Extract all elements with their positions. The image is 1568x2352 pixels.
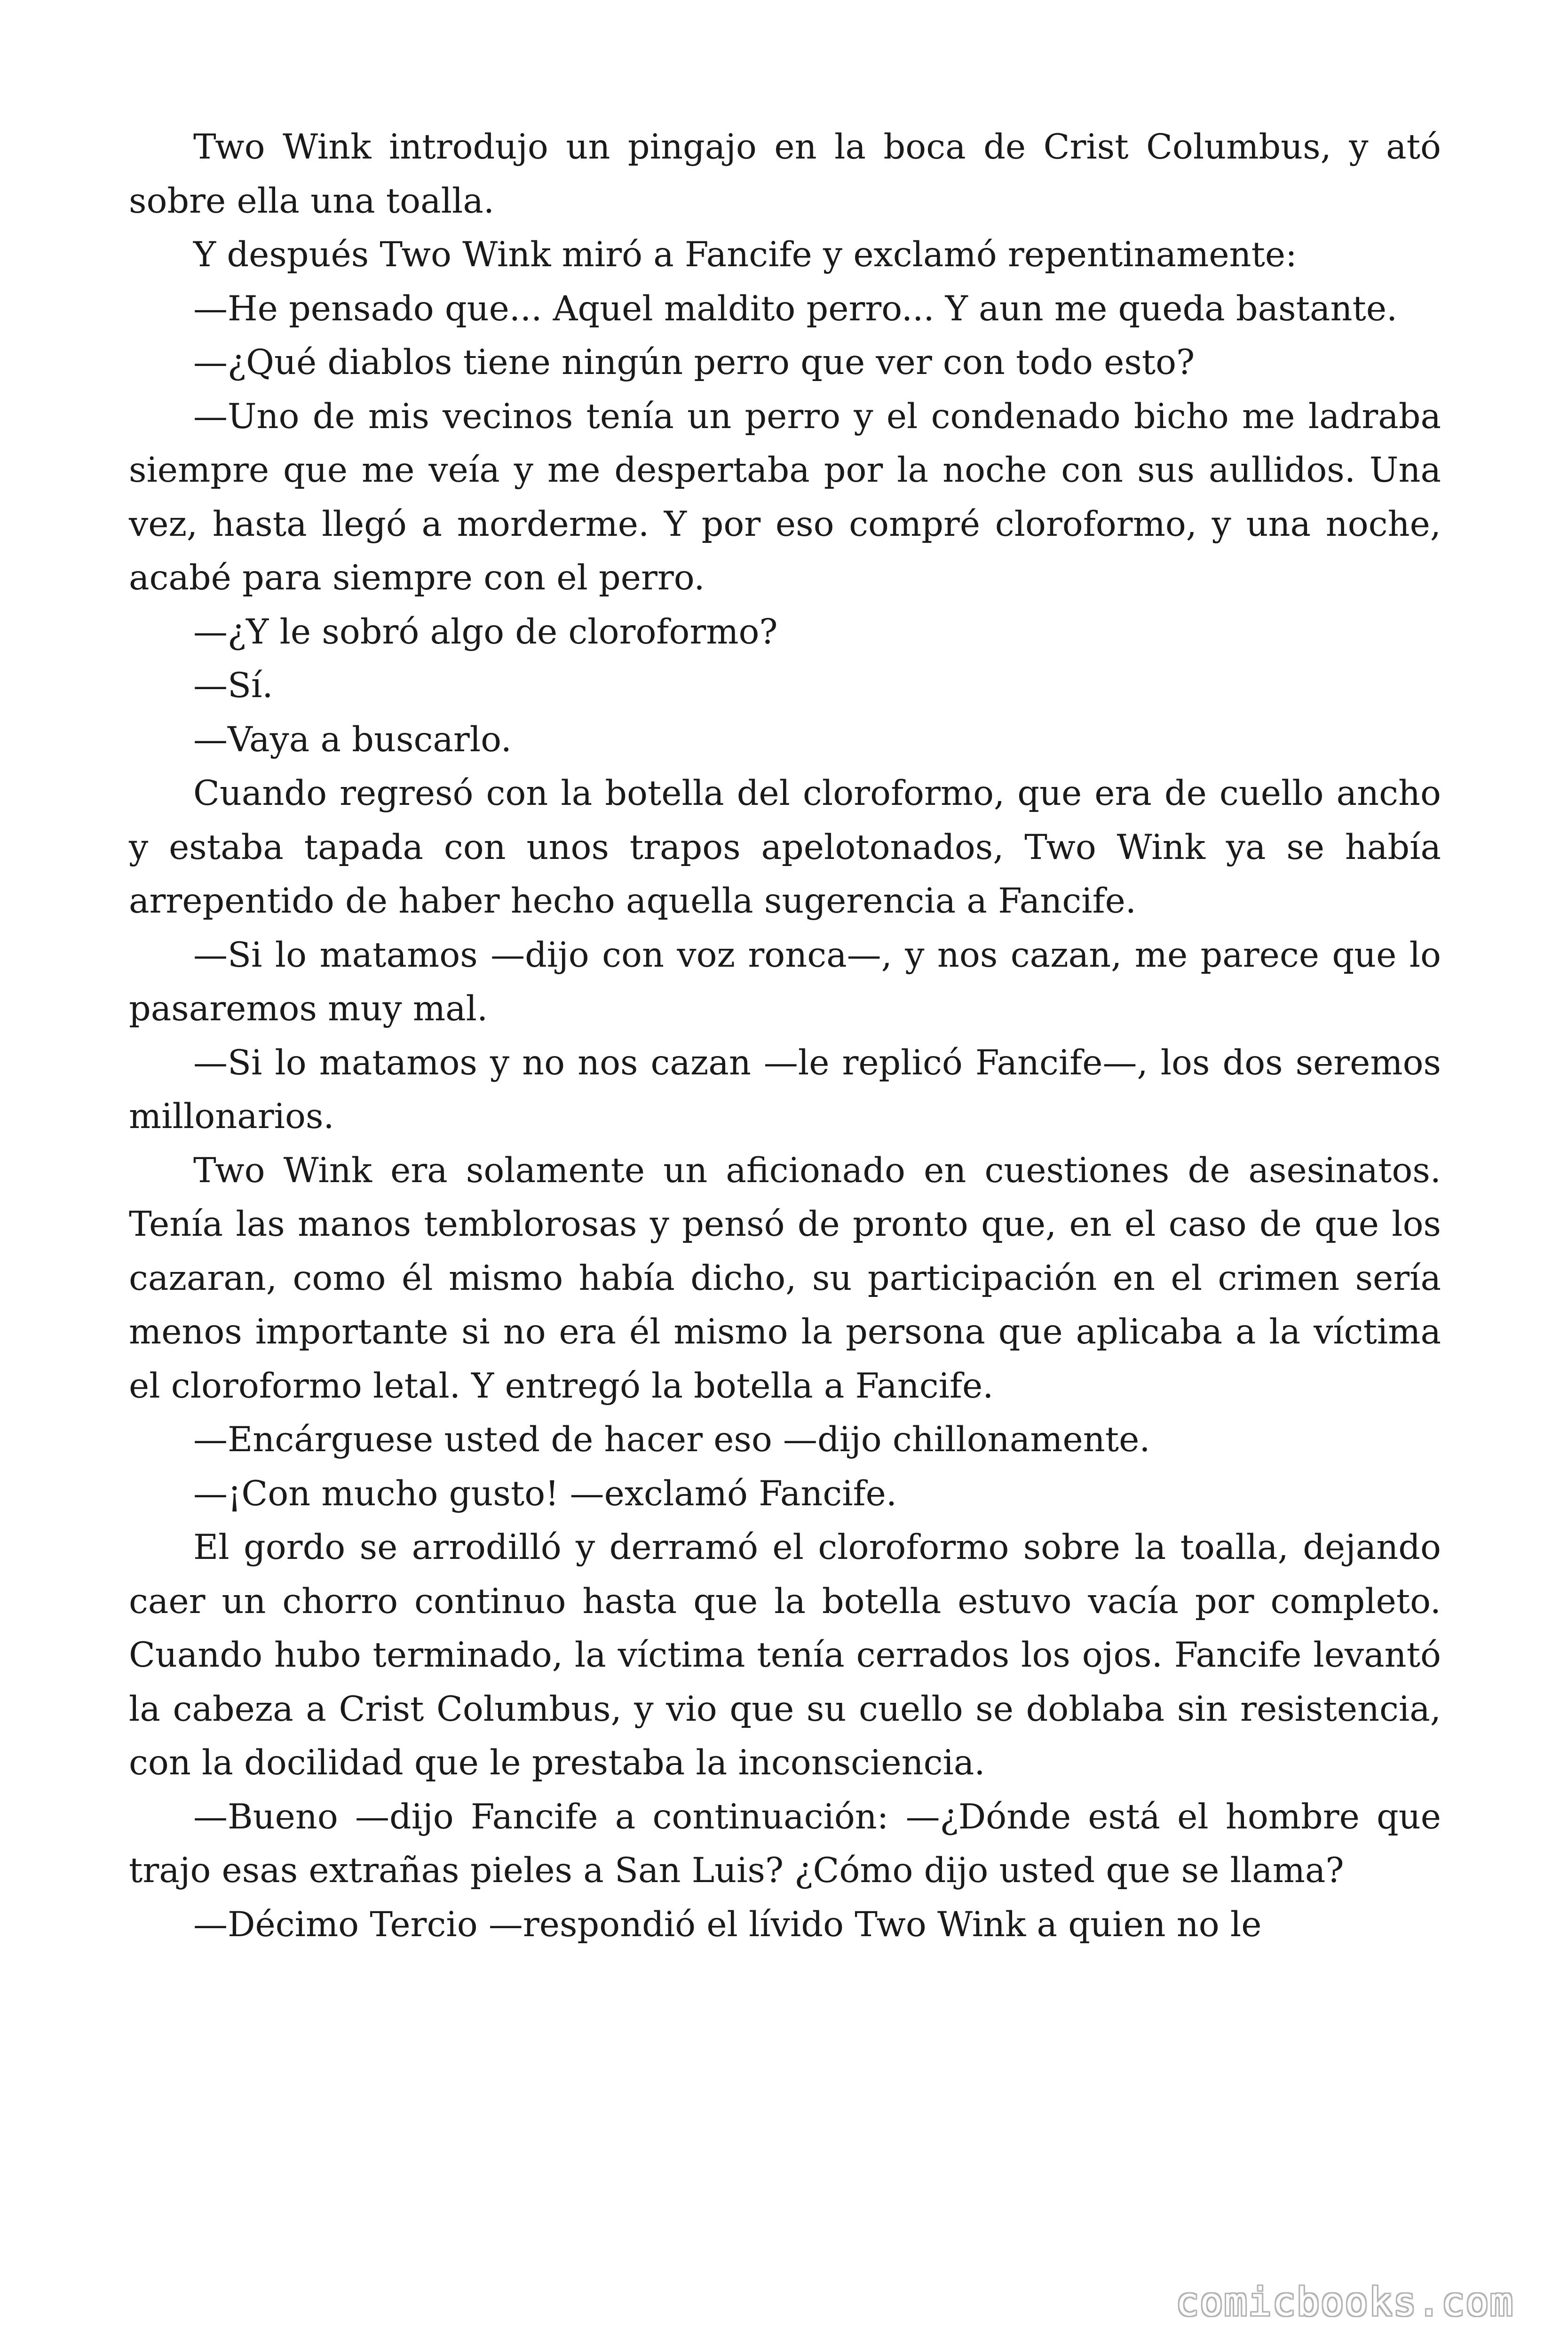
paragraph: —¿Y le sobró algo de cloroformo? bbox=[193, 612, 778, 652]
paragraph: El gordo se arrodilló y derramó el cloroformo sobre la toalla, dejando caer un chorro continuo hasta que la botella estuvo vacía por completo. Cuando hubo terminado, la víctima tenía cerrados los ojos. Fancife levantó la cabeza a Crist Columbus, y vio que su cuello se doblaba sin resistencia, con la docilidad que le prestaba la inconsciencia. bbox=[129, 1527, 1441, 1783]
body-text bbox=[129, 120, 1441, 1952]
paragraph: Two Wink introdujo un pingajo en la boca de Crist Columbus, y ató sobre ella una toalla. bbox=[129, 127, 1441, 221]
paragraph: —He pensado que... Aquel maldito perro... Y aun me queda bastante. bbox=[193, 288, 1398, 329]
paragraph: —Uno de mis vecinos tenía un perro y el condenado bicho me ladraba siempre que me veía y me despertaba por la noche con sus aullidos. Una vez, hasta llegó a morderme. Y por eso compré cloroformo, y una noche, acabé para siempre con el perro. bbox=[129, 396, 1441, 598]
paragraph: Y después Two Wink miró a Fancife y exclamó repentinamente: bbox=[193, 235, 1297, 275]
paragraph: —¡Con mucho gusto! —exclamó Fancife. bbox=[193, 1473, 897, 1514]
paragraph: Cuando regresó con la botella del cloroformo, que era de cuello ancho y estaba tapada con unos trapos apelotonados, Two Wink ya se había arrepentido de haber hecho aquella sugerencia a Fancife. bbox=[129, 773, 1441, 921]
paragraph: —Si lo matamos —dijo con voz ronca—, y nos cazan, me parece que lo pasaremos muy mal. bbox=[129, 935, 1441, 1029]
paragraph: Two Wink era solamente un aficionado en cuestiones de asesinatos. Tenía las manos temblorosas y pensó de pronto que, en el caso de que los cazaran, como él mismo había dicho, su participación en el crimen sería menos importante si no era él mismo la persona que aplicaba a la víctima el cloroformo letal. Y entregó la botella a Fancife. bbox=[129, 1150, 1441, 1406]
paragraph: —¿Qué diablos tiene ningún perro que ver con todo esto? bbox=[193, 342, 1195, 382]
paragraph: —Vaya a buscarlo. bbox=[193, 719, 512, 760]
paragraph-final-line: —Décimo Tercio —respondió el lívido Two Wink a quien no le bbox=[193, 1904, 1262, 1945]
site-watermark: comicbooks.com bbox=[1175, 2280, 1514, 2325]
paragraph: —Si lo matamos y no nos cazan —le replicó Fancife—, los dos seremos millonarios. bbox=[129, 1042, 1441, 1136]
paragraph: —Encárguese usted de hacer eso —dijo chillonamente. bbox=[193, 1420, 1150, 1460]
paragraph: —Bueno —dijo Fancife a continuación: —¿Dónde está el hombre que trajo esas extrañas pieles a San Luis? ¿Cómo dijo usted que se llama? bbox=[129, 1796, 1441, 1891]
paragraph: —Sí. bbox=[193, 666, 273, 706]
